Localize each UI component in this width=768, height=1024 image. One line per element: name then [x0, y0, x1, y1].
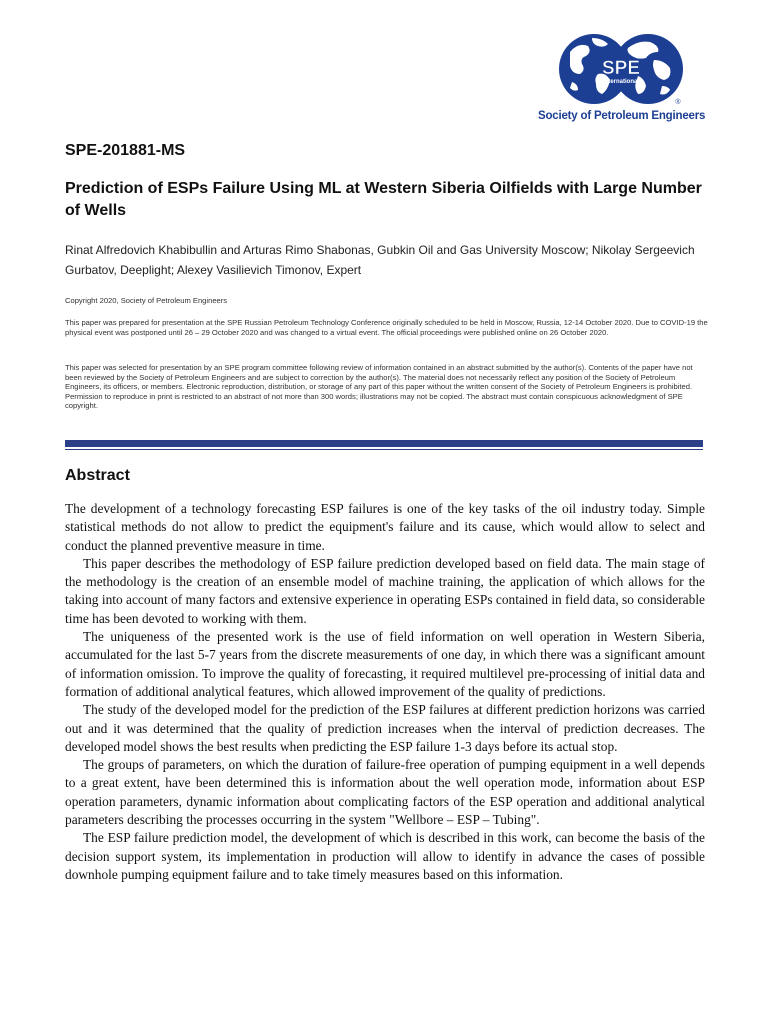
selection-notice: This paper was selected for presentation by an SPE program committee following review of information contained in an abstract submitted by the author(s). Contents of the paper have not been reviewed by the Society of Petroleum Engineers and are subject to correction by the author(s). The material does not necessarily reflect any position of the Society of Petroleum Engineers, its officers, or members. Electronic reproduction, distribution, or storage of any part of this paper without the written consent of the Society of Petroleum Engineers is prohibited. Permission to reproduce in print is restricted to an abstract of not more than 300 words; illustrations may not be copied. The abstract must contain conspicuous acknowledgment of SPE copyright. — [65, 363, 693, 410]
abstract-body — [65, 500, 705, 884]
divider-line — [65, 449, 703, 450]
abstract-paragraph: This paper describes the methodology of ESP failure prediction developed based on field data. The main stage of the methodology is the creation of an ensemble model of machine training, the application of which allows for the taking into account of many factors and extensive experience in operating ESPs contained in field data, so considerable time has been devoted to working with them. — [65, 555, 705, 626]
logo-mark-subtext: International — [602, 79, 640, 85]
paper-id: SPE-201881-MS — [65, 142, 186, 159]
presentation-notice: This paper was prepared for presentation at the SPE Russian Petroleum Technology Conference originally scheduled to be held in Moscow, Russia, 12-14 October 2020. Due to COVID-19 the physical event was postponed until 26 – 29 October 2020 and was changed to a virtual event. The official proceedings were published online on 26 October 2020. — [65, 318, 708, 337]
logo-caption: Society of Petroleum Engineers — [538, 110, 706, 122]
logo-mark-text: SPE — [601, 58, 641, 79]
author-list: Rinat Alfredovich Khabibullin and Arturas Rimo Shabonas, Gubkin Oil and Gas University Moscow; Nikolay Sergeevich Gurbatov, Deeplight; Alexey Vasilievich Timonov, Expert — [65, 243, 695, 277]
section-divider — [65, 440, 703, 451]
divider-bar — [65, 440, 703, 447]
abstract-paragraph: The ESP failure prediction model, the development of which is described in this work, can become the basis of the decision support system, its implementation in production will allow to identify in advance the cases of possible downhole pumping equipment failure and to take timely measures based on this information. — [65, 830, 705, 882]
abstract-paragraph: The groups of parameters, on which the duration of failure-free operation of pumping equipment in a well depends to a great extent, have been determined this is information about the well operation mode, information about ESP operation parameters, dynamic information about complicating factors of the ESP operation and additional analytical parameters describing the processes occurring in the system "Wellbore – ESP – Tubing". — [65, 757, 705, 828]
globe-logo-icon — [558, 30, 684, 110]
abstract-paragraph: The development of a technology forecasting ESP failures is one of the key tasks of the oil industry today. Simple statistical methods do not allow to predict the equipment's failure and its cause, which would allow to select and conduct the planned preventive measure in time. — [65, 501, 705, 553]
spe-logo — [536, 30, 706, 126]
paper-title: Prediction of ESPs Failure Using ML at Western Siberia Oilfields with Large Number of Wells — [65, 180, 702, 219]
copyright-notice: Copyright 2020, Society of Petroleum Engineers — [65, 296, 228, 305]
abstract-paragraph: The study of the developed model for the prediction of the ESP failures at different prediction horizons was carried out and it was determined that the quality of prediction increases when the interval of prediction decreases. The developed model shows the best results when predicting the ESP failure 1-3 days before its actual stop. — [65, 702, 705, 754]
registered-mark: ® — [675, 99, 681, 106]
abstract-heading: Abstract — [65, 467, 130, 484]
abstract-paragraph: The uniqueness of the presented work is the use of field information on well operation in Western Siberia, accumulated for the last 5-7 years from the discrete measurements of one day, in which there was a significant amount of information omission. To improve the quality of forecasting, it required multilevel pre-processing of initial data and formation of additional analytical features, which allowed improvement of the quality of predictions. — [65, 629, 705, 699]
